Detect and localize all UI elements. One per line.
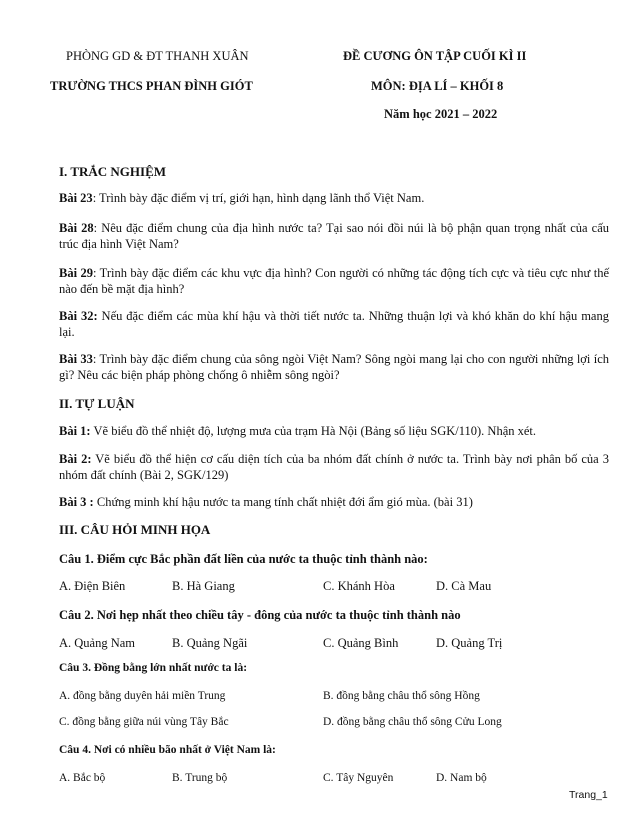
question-2-option-b: B. Quảng Ngãi [172, 636, 248, 650]
question-4-option-d: D. Nam bộ [436, 772, 487, 784]
exercise-item: Bài 29: Trình bày đặc điểm các khu vực địa hình? Con người có những tác động tích cực và tiêu cực như thế nào đến bề mặt địa hình? [59, 266, 610, 296]
page-number: Trang_1 [569, 789, 608, 801]
exercise-item: Bài 28: Nêu đặc điểm chung của địa hình nước ta? Tại sao nói đồi núi là bộ phận quan trọng nhất của cấu trúc địa hình Việt Nam? [59, 221, 610, 251]
section-2-title: II. TỰ LUẬN [59, 396, 135, 411]
question-1-option-d: D. Cà Mau [436, 579, 492, 593]
exercise-item: Bài 33: Trình bày đặc điểm chung của sông ngòi Việt Nam? Sông ngòi mang lại cho con người những lợi ích gì? Nêu các biện pháp phòng chống ô nhiễm sông ngòi? [59, 352, 609, 382]
question-3-option-d: D. đồng bằng châu thổ sông Cửu Long [323, 716, 502, 728]
section-1-title: I. TRẮC NGHIỆM [59, 164, 167, 179]
question-4-option-b: B. Trung bộ [172, 772, 228, 784]
question-2-option-c: C. Quảng Bình [323, 636, 399, 650]
question-3-option-a: A. đồng bằng duyên hải miền Trung [59, 690, 226, 702]
question-1-option-c: C. Khánh Hòa [323, 579, 395, 593]
question-2: Câu 2. Nơi hẹp nhất theo chiều tây - đông của nước ta thuộc tỉnh thành nào [59, 608, 461, 622]
department-name: PHÒNG GD & ĐT THANH XUÂN [66, 49, 249, 63]
question-4-option-a: A. Bắc bộ [59, 772, 106, 784]
question-1: Câu 1. Điểm cực Bắc phần đất liền của nước ta thuộc tỉnh thành nào: [59, 552, 428, 566]
essay-item: Bài 3 : Chứng minh khí hậu nước ta mang tính chất nhiệt đới ẩm gió mùa. (bài 31) [59, 495, 473, 509]
school-name: TRƯỜNG THCS PHAN ĐÌNH GIÓT [50, 79, 253, 93]
question-1-option-a: A. Điện Biên [59, 579, 126, 593]
question-3: Câu 3. Đồng bằng lớn nhất nước ta là: [59, 662, 248, 674]
essay-item: Bài 1: Vẽ biểu đồ thể nhiệt độ, lượng mưa của trạm Hà Nội (Bảng số liệu SGK/110). Nhận xét. [59, 424, 537, 438]
question-2-option-d: D. Quảng Trị [436, 636, 503, 650]
question-3-option-c: C. đồng bằng giữa núi vùng Tây Bắc [59, 716, 229, 728]
document-title: ĐỀ CƯƠNG ÔN TẬP CUỐI KÌ II [343, 49, 527, 63]
question-2-option-a: A. Quảng Nam [59, 636, 136, 650]
subject-line: MÔN: ĐỊA LÍ – KHỐI 8 [371, 79, 504, 93]
section-3-title: III. CÂU HỎI MINH HỌA [59, 522, 211, 537]
exercise-item: Bài 32: Nếu đặc điểm các mùa khí hậu và thời tiết nước ta. Những thuận lợi và khó khăn do khí hậu mang lại. [59, 309, 609, 339]
question-4: Câu 4. Nơi có nhiều bão nhất ở Việt Nam là: [59, 744, 276, 756]
school-year: Năm học 2021 – 2022 [384, 107, 498, 121]
question-3-option-b: B. đồng bằng châu thổ sông Hồng [323, 690, 480, 702]
exercise-item: Bài 23: Trình bày đặc điểm vị trí, giới hạn, hình dạng lãnh thổ Việt Nam. [59, 191, 425, 205]
question-4-option-c: C. Tây Nguyên [323, 772, 394, 784]
question-1-option-b: B. Hà Giang [172, 579, 235, 593]
essay-item: Bài 2: Vẽ biểu đồ thể hiện cơ cấu diện tích của ba nhóm đất chính ở nước ta. Trình bày nơi phân bố của 3 nhóm đất chính (Bài 2, SGK/129) [59, 452, 609, 482]
